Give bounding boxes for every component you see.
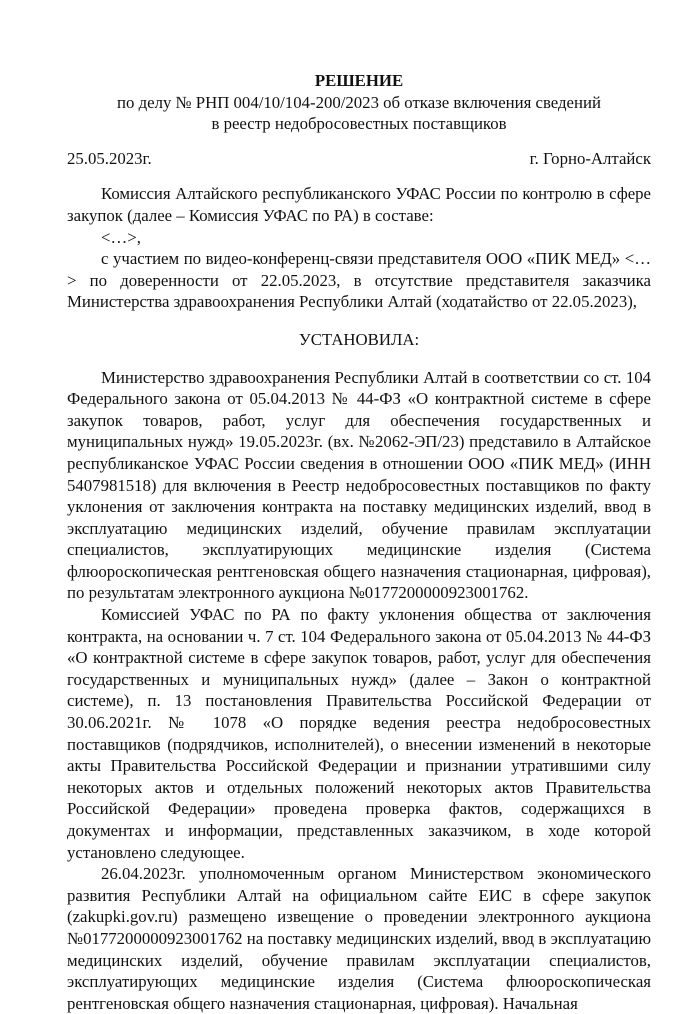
- body-paragraph: Комиссией УФАС по РА по факту уклонения общества от заключения контракта, на основании ч. 7 ст. 104 Федерального закона от 05.04.2013 № 44-ФЗ «О контрактной системе в сфере закупок товаров, работ, услуг для обеспечения государственных и муниципальных нужд» (далее – Закон о контрактной системе), п. 13 постановления Правительства Российской Федерации от 30.06.2021г. № 1078 «О порядке ведения реестра недобросовестных поставщиков (подрядчиков, исполнителей), о внесении изменений в некоторые акты Правительства Российской Федерации и признании утратившими силу некоторых актов и отдельных положений некоторых актов Правительства Российской Федерации» проведена проверка фактов, содержащихся в документах и информации, представленных заказчиком, в ходе которой установлено следующее.: [67, 605, 651, 862]
- body-paragraph: 26.04.2023г. уполномоченным органом Министерством экономического развития Республики Алтай на официальном сайте ЕИС в сфере закупок (zakupki.gov.ru) размещено извещение о проведении электронного аукциона №0177200000923001762 на поставку медицинских изделий, ввод в эксплуатацию медицинских изделий, обучение правилам эксплуатации специалистов, эксплуатирующих медицинские изделия (Система флюороскопическая рентгеновская общего назначения стационарная, цифровая). Начальная: [67, 864, 651, 1013]
- document-place: г. Горно-Алтайск: [529, 148, 651, 168]
- document-subtitle-line-1: по делу № РНП 004/10/104-200/2023 об отказе включения сведений: [117, 92, 601, 112]
- participation-paragraph: с участием по видео-конференц-связи представителя ООО «ПИК МЕД» <…> по доверенности от 22.05.2023, в отсутствие представителя заказчика Министерства здравоохранения Республики Алтай (ходатайство от 22.05.2023),: [67, 249, 651, 312]
- intro-paragraph: Комиссия Алтайского республиканского УФАС России по контролю в сфере закупок (далее – Комиссия УФАС по РА) в составе:: [67, 184, 651, 225]
- document-subtitle-line-2: в реестр недобросовестных поставщиков: [211, 114, 507, 134]
- section-heading: УСТАНОВИЛА:: [298, 329, 420, 349]
- dateline: [67, 148, 651, 170]
- body-paragraph: Министерство здравоохранения Республики Алтай в соответствии со ст. 104 Федерального закона от 05.04.2013 № 44-ФЗ «О контрактной системе в сфере закупок товаров, работ, услуг для обеспечения государственных и муниципальных нужд» 19.05.2023г. (вх. №2062-ЭП/23) представило в Алтайское республиканское УФАС России сведения в отношении ООО «ПИК МЕД» (ИНН 5407981518) для включения в Реестр недобросовестных поставщиков по факту уклонения от заключения контракта на поставку медицинских изделий, ввод в эксплуатацию медицинских изделий, обучение правилам эксплуатации специалистов, эксплуатирующих медицинские изделия (Система флюороскопическая рентгеновская общего назначения стационарная, цифровая), по результатам электронного аукциона №0177200000923001762.: [67, 367, 651, 603]
- redacted-members: <…>,: [101, 227, 141, 247]
- document-title: РЕШЕНИЕ: [314, 71, 404, 90]
- document-page: [67, 70, 651, 1014]
- document-date: 25.05.2023г.: [67, 148, 152, 168]
